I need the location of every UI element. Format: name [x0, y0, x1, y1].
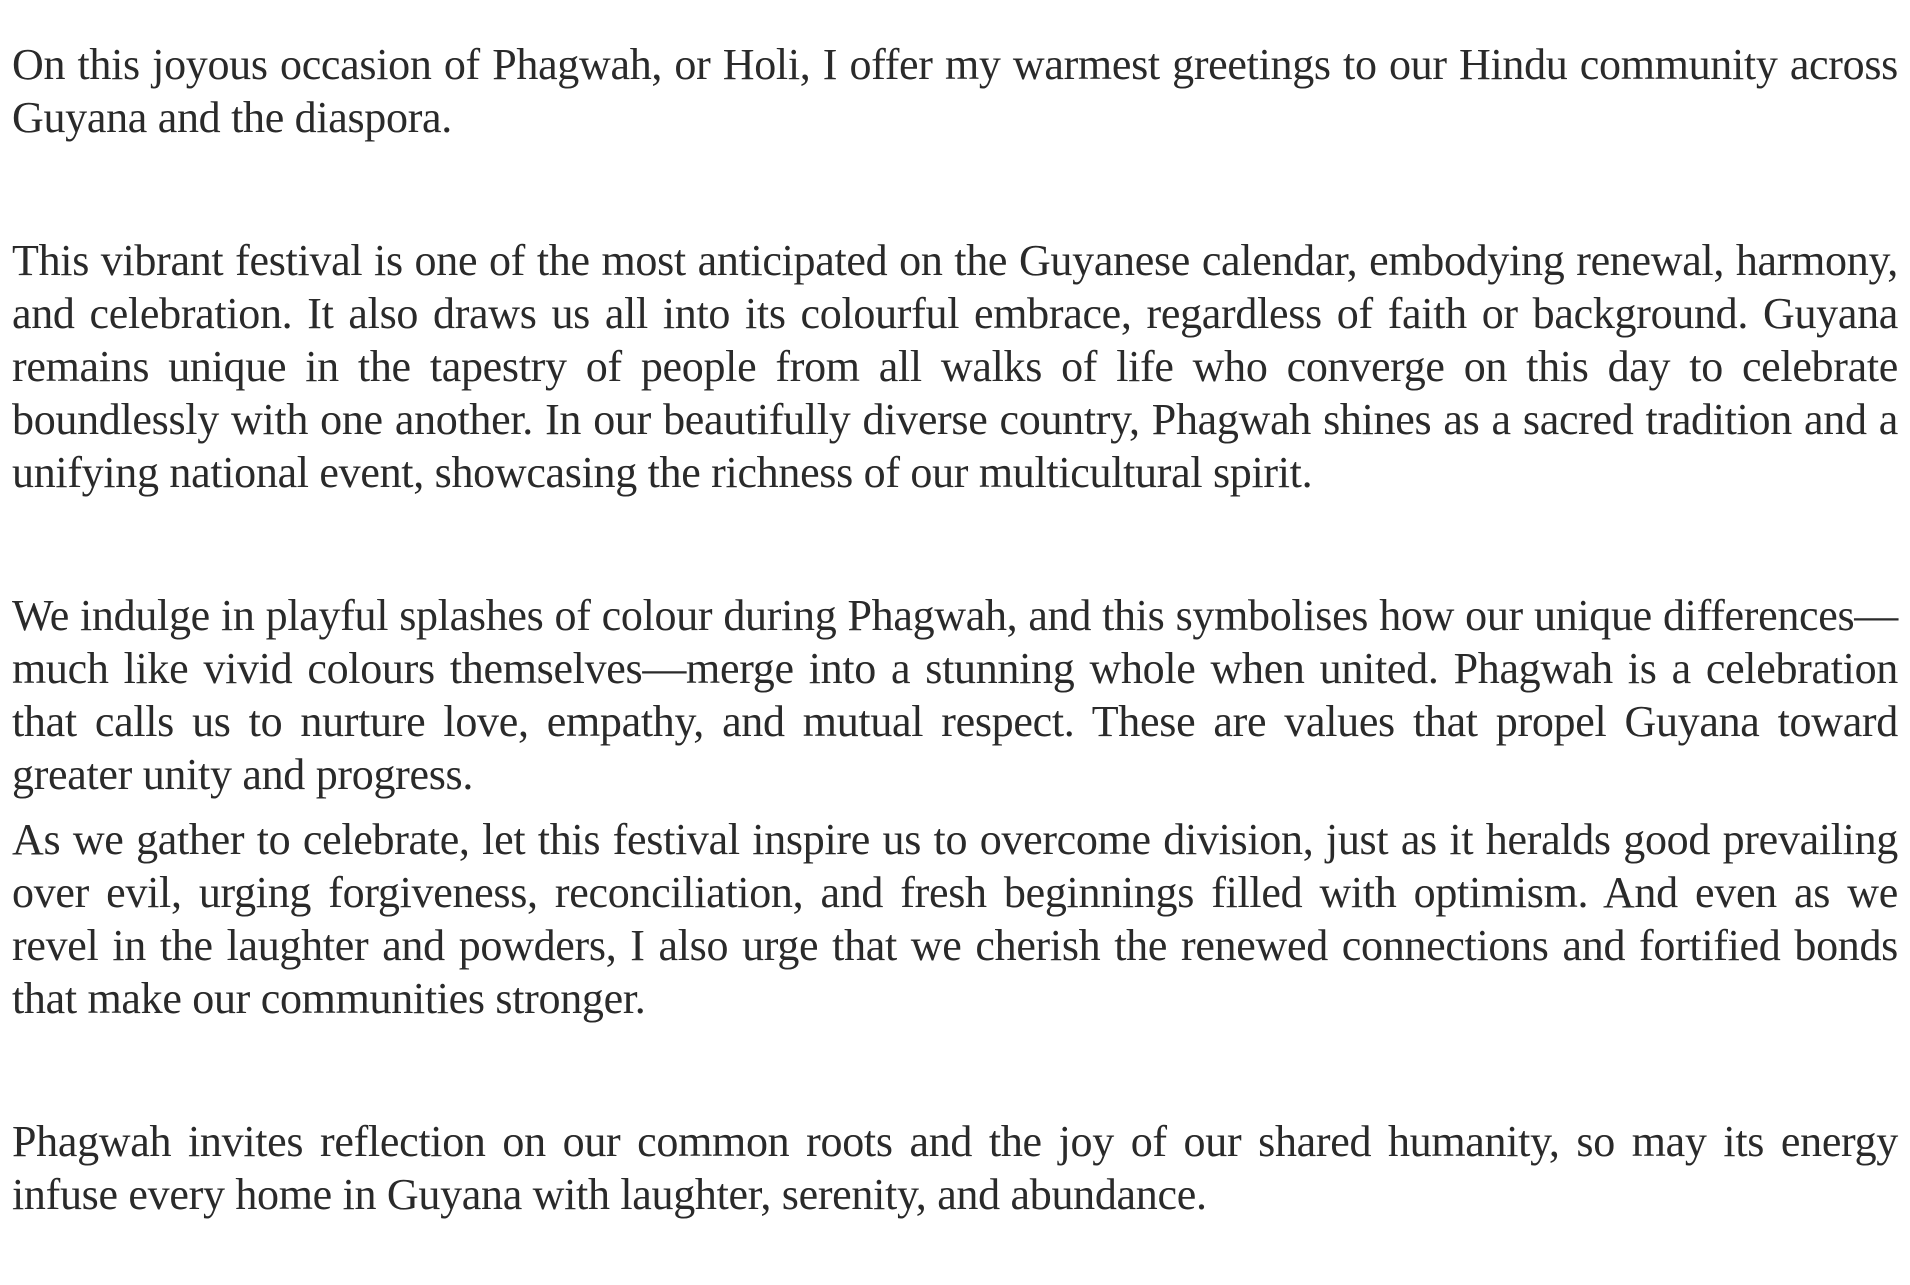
paragraph-closing: Phagwah invites reflection on our common roots and the joy of our shared humanity, so may its energy infuse every home in Guyana with laughter, serenity, and abundance. — [12, 1117, 1898, 1219]
paragraph-greeting: On this joyous occasion of Phagwah, or Holi, I offer my warmest greetings to our Hindu community across Guyana and the diaspora. — [12, 40, 1898, 142]
paragraph-festival-description: This vibrant festival is one of the most anticipated on the Guyanese calendar, embodying renewal, harmony, and celebration. It also draws us all into its colourful embrace, regardless of faith or background. Guyana remains unique in the tapestry of people from all walks of life who converge on this day to celebrate boundlessly with one another. In our beautifully diverse country, Phagwah shines as a sacred tradition and a unifying national event, showcasing the richness of our multicultural spirit. — [12, 236, 1898, 497]
message-document — [12, 38, 1898, 1221]
paragraph-colour-symbolism: We indulge in playful splashes of colour during Phagwah, and this symbolises how our unique differences—much like vivid colours themselves—merge into a stunning whole when united. Phagwah is a celebration that calls us to nurture love, empathy, and mutual respect. These are values that propel Guyana toward greater unity and progress. — [12, 591, 1898, 799]
paragraph-inspiration: As we gather to celebrate, let this festival inspire us to overcome division, just as it heralds good prevailing over evil, urging forgiveness, reconciliation, and fresh beginnings filled with optimism. And even as we revel in the laughter and powders, I also urge that we cherish the renewed connections and fortified bonds that make our communities stronger. — [12, 815, 1898, 1023]
